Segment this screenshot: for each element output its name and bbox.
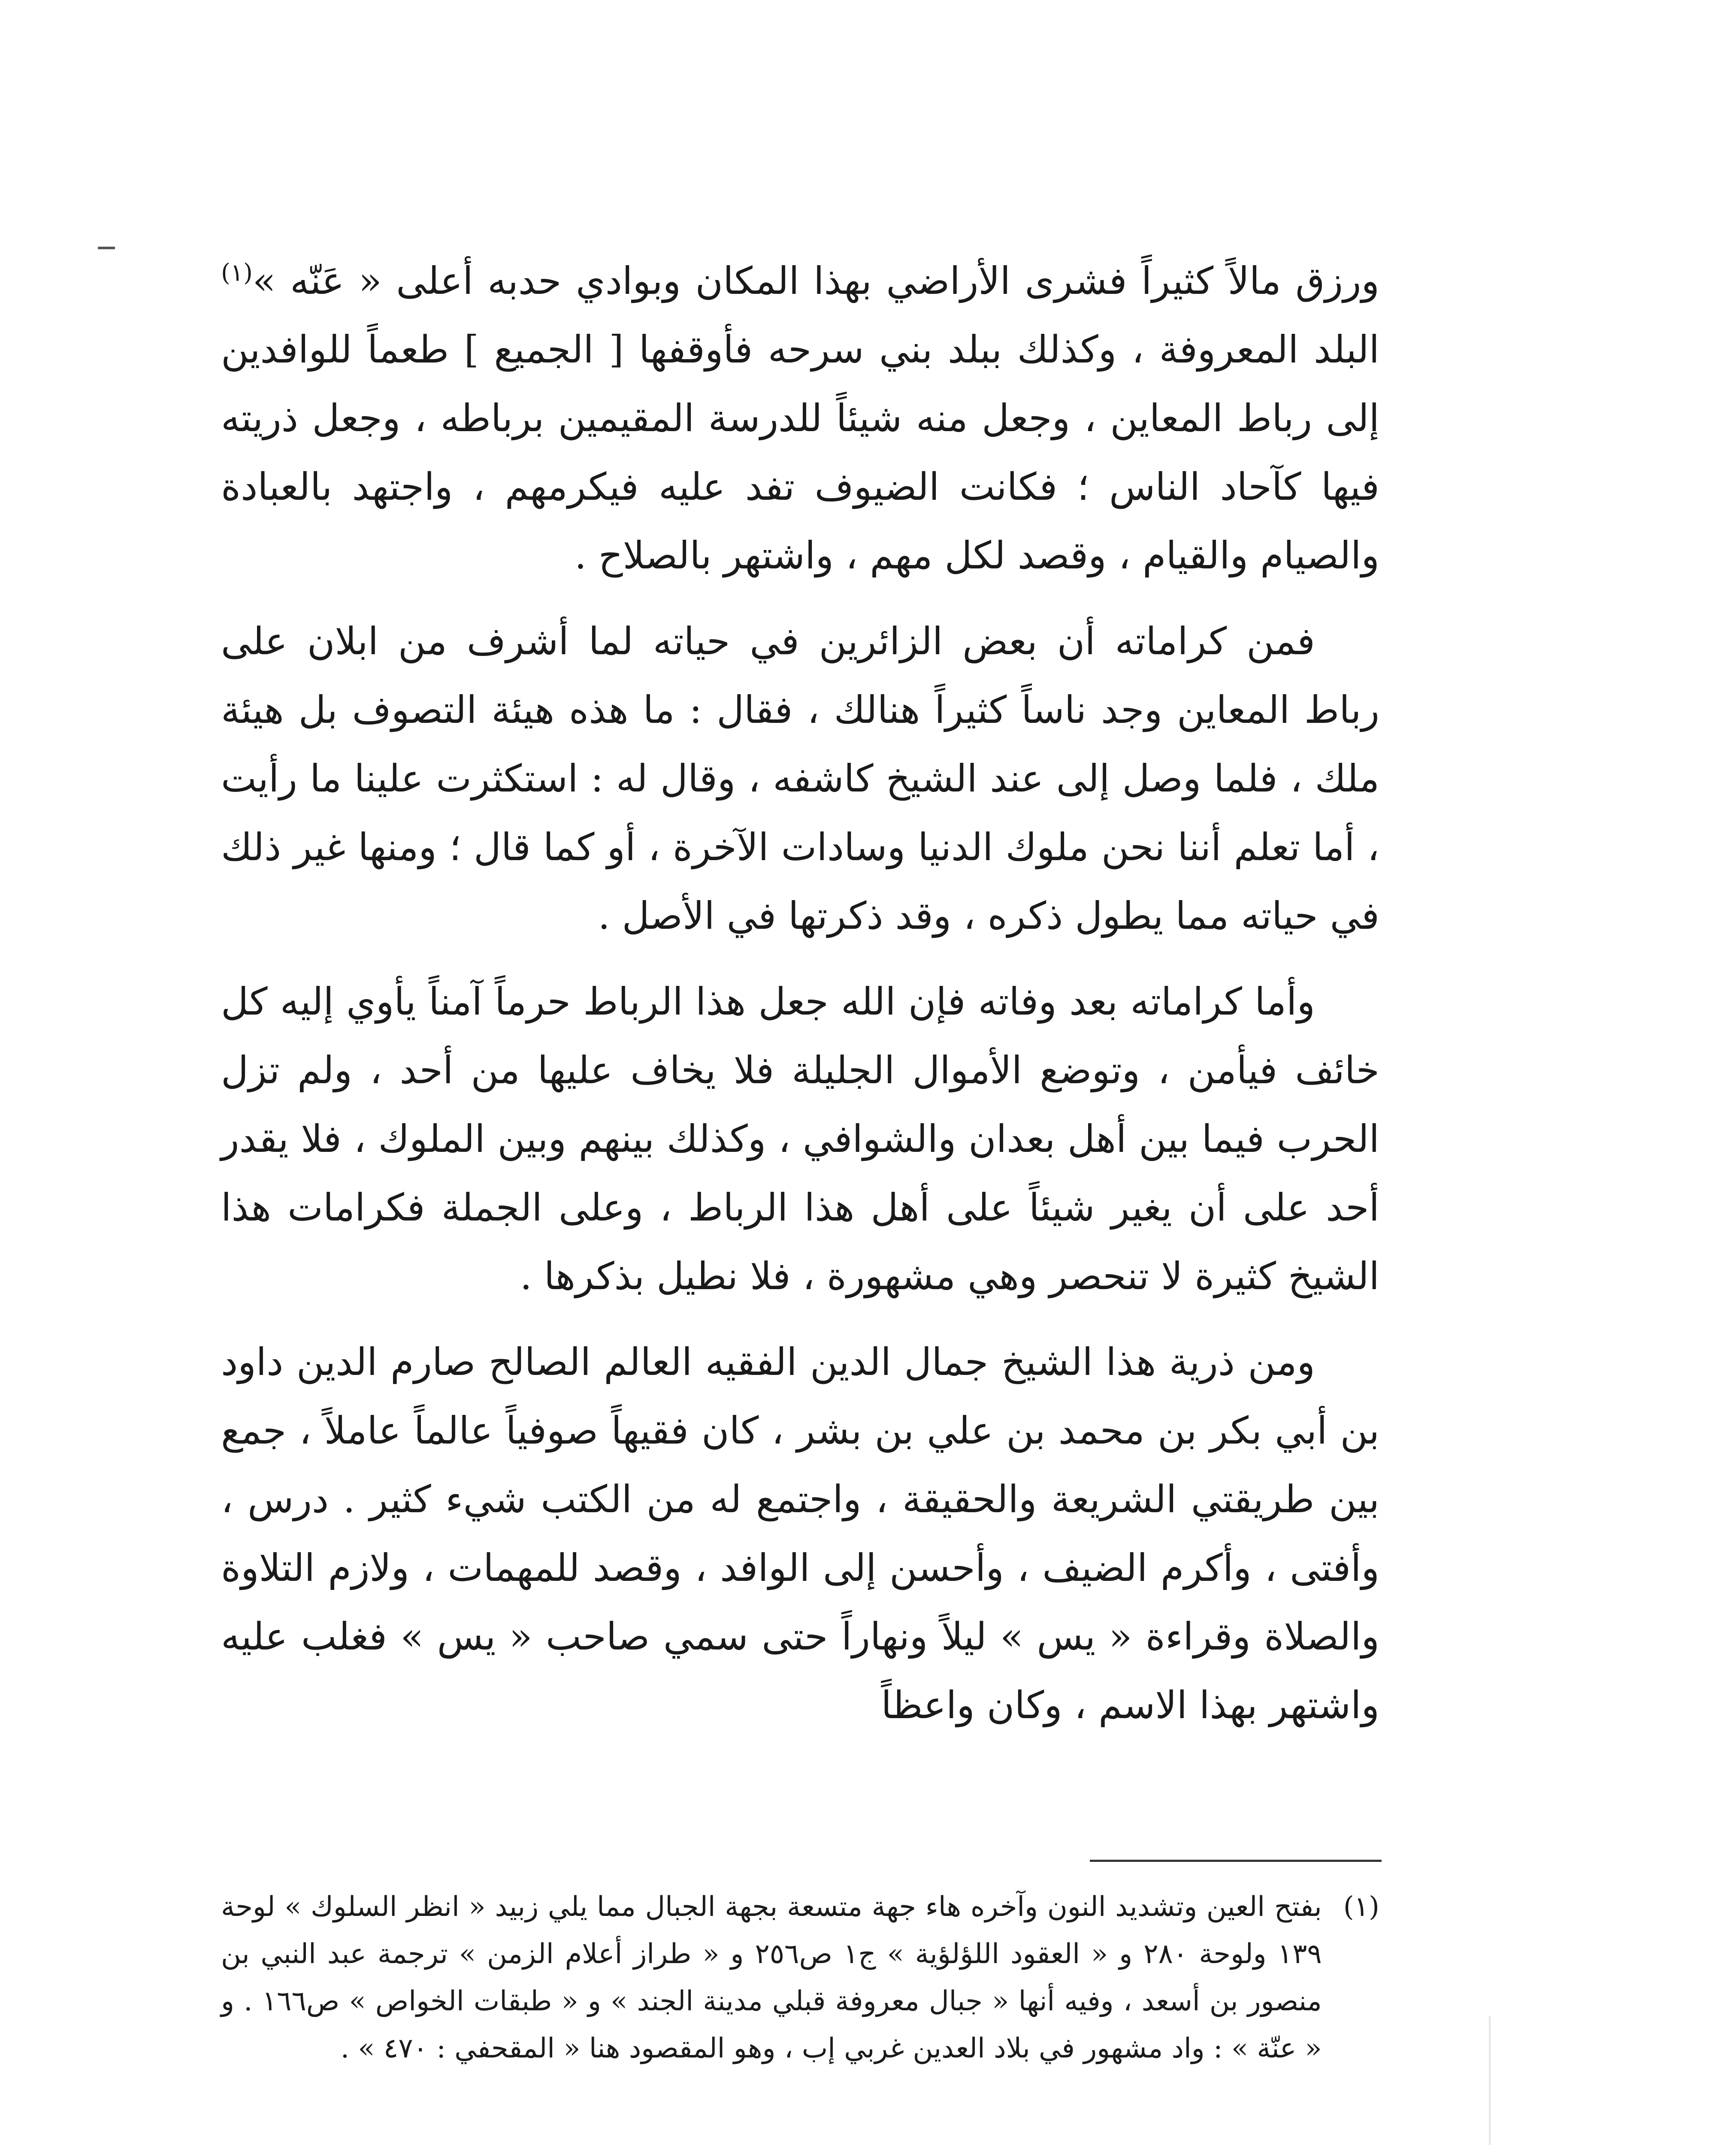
main-text — [221, 247, 1379, 1757]
scan-artifact-line — [1489, 2016, 1491, 2145]
paragraph-1-rest: البلد المعروفة ، وكذلك ببلد بني سرحه فأوقفها [ الجميع ] طعماً للوافدين إلى رباط المعاين ، وجعل منه شيئاً للدرسة المقيمين برباطه ، وجعل ذريته فيها كآحاد الناس ؛ فكانت الضيوف تفد عليه فيكرمهم ، واجتهد بالعبادة والصيام والقيام ، وقصد لكل مهم ، واشتهر بالصلاح . — [221, 327, 1379, 577]
paragraph-1-start: ورزق مالاً كثيراً فشرى الأراضي بهذا المكان وبوادي حدبه أعلى « عَنّه » — [252, 259, 1379, 303]
paragraph-4: ومن ذرية هذا الشيخ جمال الدين الفقيه العالم الصالح صارم الدين داود بن أبي بكر بن محمد بن علي بن بشر ، كان فقيهاً صوفياً عالماً عاملاً ، جمع بين طريقتي الشريعة والحقيقة ، واجتمع له من الكتب شيء كثير . درس ، وأفتى ، وأكرم الضيف ، وأحسن إلى الوافد ، وقصد للمهمات ، ولازم التلاوة والصلاة وقراءة « يس » ليلاً ونهاراً حتى سمي صاحب « يس » فغلب عليه واشتهر بهذا الاسم ، وكان واعظاً — [221, 1340, 1379, 1727]
margin-mark — [98, 247, 115, 249]
paragraph-1 — [221, 247, 1379, 590]
footnote-separator — [1090, 1860, 1382, 1862]
footnote-reference: (١) — [221, 259, 253, 287]
footnote-1 — [221, 1883, 1379, 2072]
footnote-text: بفتح العين وتشديد النون وآخره هاء جهة متسعة بجهة الجبال مما يلي زبيد « انظر السلوك » لوحة ١٣٩ ولوحة ٢٨٠ و « العقود اللؤلؤية » ج١ ص٢٥٦ و « طراز أعلام الزمن » ترجمة عبد النبي بن منصور بن أسعد ، وفيه أنها « جبال معروفة قبلي مدينة الجند » و « طبقات الخواص » ص١٦٦ . و « عنّة » : واد مشهور في بلاد العدين غربي إب ، وهو المقصود هنا « المقحفي : ٤٧٠ » . — [221, 1891, 1322, 2064]
paragraph-2: فمن كراماته أن بعض الزائرين في حياته لما أشرف من ابلان على رباط المعاين وجد ناساً كثيراً هنالك ، فقال : ما هذه هيئة التصوف بل هيئة ملك ، فلما وصل إلى عند الشيخ كاشفه ، وقال له : استكثرت علينا ما رأيت ، أما تعلم أننا نحن ملوك الدنيا وسادات الآخرة ، أو كما قال ؛ ومنها غير ذلك في حياته مما يطول ذكره ، وقد ذكرتها في الأصل . — [221, 619, 1379, 938]
footnotes — [221, 1883, 1379, 2072]
footnote-number: (١) — [1343, 1891, 1379, 1923]
paragraph-3: وأما كراماته بعد وفاته فإن الله جعل هذا الرباط حرماً آمناً يأوي إليه كل خائف فيأمن ، وتوضع الأموال الجليلة فلا يخاف عليها من أحد ، ولم تزل الحرب فيما بين أهل بعدان والشوافي ، وكذلك بينهم وبين الملوك ، فلا يقدر أحد على أن يغير شيئاً على أهل هذا الرباط ، وعلى الجملة فكرامات هذا الشيخ كثيرة لا تنحصر وهي مشهورة ، فلا نطيل بذكرها . — [221, 979, 1379, 1298]
